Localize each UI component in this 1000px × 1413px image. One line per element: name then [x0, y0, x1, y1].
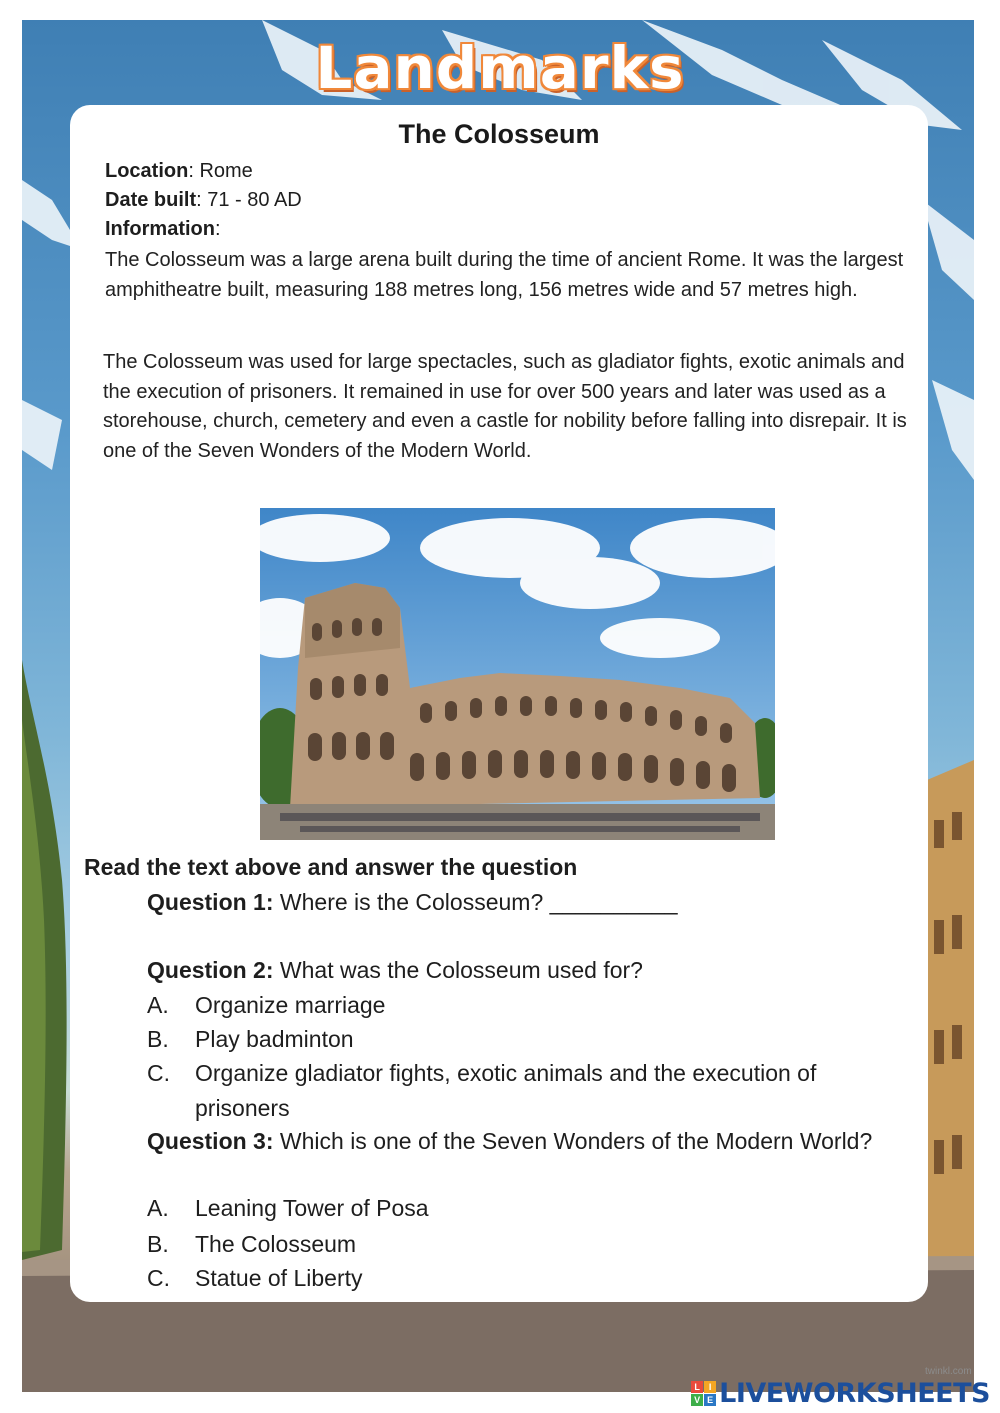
fact-list — [105, 157, 915, 244]
question-2-option-b[interactable] — [147, 1022, 907, 1057]
quiz-instruction: Read the text above and answer the question — [84, 854, 578, 880]
logo-icon — [691, 1381, 716, 1406]
question-3-option-c[interactable] — [147, 1261, 907, 1296]
question-3-text: Which is one of the Seven Wonders of the Modern World? — [273, 1128, 873, 1154]
option-text: Play badminton — [195, 1026, 354, 1052]
logo-letter: E — [704, 1394, 716, 1406]
date-row — [105, 186, 915, 215]
content-card — [70, 105, 928, 1302]
option-letter: A. — [147, 992, 169, 1018]
location-value: : Rome — [188, 160, 253, 182]
question-3-option-b[interactable] — [147, 1227, 907, 1262]
question-2 — [147, 954, 907, 987]
option-text: The Colosseum — [195, 1231, 357, 1257]
date-value: : 71 - 80 AD — [196, 189, 302, 211]
option-letter: B. — [147, 1026, 169, 1052]
question-2-option-c[interactable] — [147, 1056, 907, 1126]
info-paragraph-2: The Colosseum was used for large spectacles, such as gladiator fights, exotic animals and the execution of prisoners. It remained in use for over 500 years and later was used as a storehouse, church, cemetery and even a castle for nobility before falling into disrepair. It is one of the Seven Wonders of the Modern World. — [103, 351, 907, 462]
option-text: Organize marriage — [195, 992, 386, 1018]
question-3 — [147, 1125, 907, 1158]
question-1-text[interactable]: Where is the Colosseum? __________ — [273, 889, 678, 915]
option-letter: C. — [147, 1060, 170, 1086]
liveworksheets-logo[interactable] — [691, 1378, 990, 1409]
option-text: Organize gladiator fights, exotic animals and the execution of prisoners — [195, 1060, 817, 1121]
option-letter: B. — [147, 1231, 169, 1257]
location-row — [105, 157, 915, 186]
option-text: Leaning Tower of Posa — [195, 1195, 429, 1221]
question-2-label: Question 2: — [147, 957, 274, 983]
information-label: Information — [105, 218, 215, 240]
option-letter: C. — [147, 1265, 170, 1291]
page-title: Landmarks — [315, 34, 685, 102]
landmark-title: The Colosseum — [398, 119, 600, 149]
question-1 — [147, 886, 907, 919]
location-label: Location — [105, 160, 189, 182]
option-letter: A. — [147, 1195, 169, 1221]
colosseum-photo — [260, 508, 775, 840]
question-1-label: Question 1: — [147, 889, 274, 915]
question-2-option-a[interactable] — [147, 988, 907, 1023]
brand-name: LIVEWORKSHEETS — [719, 1378, 990, 1409]
colosseum-illustration — [260, 508, 775, 840]
credit-text: twinkl.com — [925, 1366, 972, 1377]
question-3-option-a[interactable] — [147, 1191, 907, 1226]
option-text: Statue of Liberty — [195, 1265, 363, 1291]
date-label: Date built — [105, 189, 197, 211]
question-3-label: Question 3: — [147, 1128, 274, 1154]
logo-letter: V — [691, 1394, 703, 1406]
information-row — [105, 215, 915, 244]
logo-letter: L — [691, 1381, 703, 1393]
question-2-text: What was the Colosseum used for? — [273, 957, 643, 983]
logo-letter: I — [704, 1381, 716, 1393]
info-paragraph-1: The Colosseum was a large arena built during the time of ancient Rome. It was the largest amphitheatre built, measuring 188 metres long, 156 metres wide and 57 metres high. — [105, 249, 904, 301]
information-colon: : — [215, 218, 221, 240]
